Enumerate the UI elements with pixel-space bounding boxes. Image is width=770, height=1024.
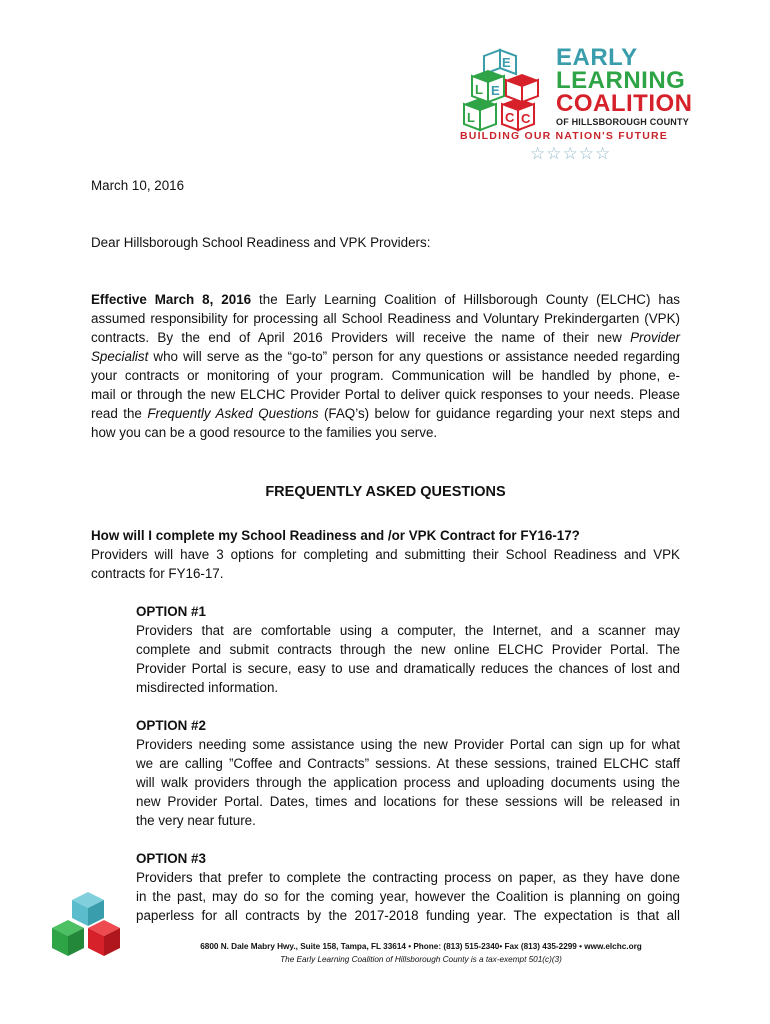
intro-line: read the Frequently Asked Questions (FAQ’s) below for guidance regarding your next steps and xyxy=(91,406,680,421)
letter-salutation: Dear Hillsborough School Readiness and VPK Providers: xyxy=(91,235,431,250)
elc-logo xyxy=(460,44,693,164)
intro-line: Specialist who will serve as the “go-to” person for any questions or assistance needed regarding xyxy=(91,349,680,364)
letter-date: March 10, 2016 xyxy=(91,178,185,193)
option-line: new Provider Portal. Dates, times and locations for these sessions will be released in xyxy=(136,794,680,809)
faq-heading: FREQUENTLY ASKED QUESTIONS xyxy=(265,484,506,500)
option-line: Providers needing some assistance using the new Provider Portal can sign up for what xyxy=(136,737,680,752)
footer-address: 6800 N. Dale Mabry Hwy., Suite 158, Tampa, FL 33614 • Phone: (813) 515-2340• Fax (813) 435-2299 • www.elchc.org xyxy=(200,942,642,951)
intro-line: how you can be a good resource to the families you serve. xyxy=(91,425,438,440)
cube-letter: C xyxy=(521,111,531,126)
option-title: OPTION #3 xyxy=(136,851,206,866)
cube-letter: E xyxy=(491,83,500,98)
logo-word-learning: LEARNING xyxy=(556,67,686,94)
faq-answer-line: Providers will have 3 options for completing and submitting their School Readiness and VPK xyxy=(91,547,680,562)
faq-question: How will I complete my School Readiness and /or VPK Contract for FY16-17? xyxy=(91,528,580,543)
cube-letter: C xyxy=(505,110,515,125)
cube-bottom-right xyxy=(502,98,534,130)
option-line: paperless for all contracts by the 2017-2018 funding year. The expectation is that all xyxy=(136,908,680,923)
cube-letter: L xyxy=(475,82,483,97)
logo-word-coalition: COALITION xyxy=(556,90,693,117)
intro-line: your contracts or monitoring of your program. Communication will be handled by phone, e- xyxy=(91,368,680,383)
option-line: the very near future. xyxy=(136,813,256,828)
intro-line: contracts. By the end of April 2016 Providers will receive the name of their new Provider xyxy=(91,330,680,345)
option-line: we are calling ”Coffee and Contracts” sessions. At these sessions, trained ELCHC staff xyxy=(136,756,680,771)
intro-line: mail or through the new ELCHC Provider Portal to deliver quick responses to your needs. Please xyxy=(91,387,680,402)
cube-mid-left xyxy=(472,70,504,102)
logo-county: OF HILLSBOROUGH COUNTY xyxy=(556,117,689,127)
logo-tagline: BUILDING OUR NATION'S FUTURE xyxy=(460,130,668,142)
option-line: will walk providers through the application process and uploading documents using the xyxy=(136,775,680,790)
option-line: complete and submit contracts through the new online ELCHC Provider Portal. The xyxy=(136,642,680,657)
logo-word-early: EARLY xyxy=(556,44,638,71)
logo-wordmark xyxy=(556,46,693,127)
footer-taxline: The Early Learning Coalition of Hillsborough County is a tax-exempt 501(c)(3) xyxy=(280,955,562,964)
option-line: Providers that prefer to complete the contracting process on paper, as they have done xyxy=(136,870,680,885)
letter-footer xyxy=(91,940,751,966)
cube-letter: L xyxy=(467,110,475,125)
cube-letter: E xyxy=(502,55,511,70)
option-line: Provider Portal is secure, easy to use and dramatically reduces the chances of lost and xyxy=(136,661,680,676)
intro-line: assumed responsibility for processing all School Readiness and Voluntary Prekindergarten (VPK) xyxy=(91,311,680,326)
faq-answer-line: contracts for FY16-17. xyxy=(91,566,224,581)
logo-cubes-icon xyxy=(462,46,554,138)
cube-bottom-left xyxy=(464,98,496,130)
option-line: in the past, may do so for the coming year, however the Coalition is planning on going xyxy=(136,889,680,904)
option-title: OPTION #1 xyxy=(136,604,206,619)
option-title: OPTION #2 xyxy=(136,718,206,733)
logo-stars-icon: ☆☆☆☆☆ xyxy=(530,144,612,163)
intro-effective-date: Effective March 8, 2016 xyxy=(91,292,252,307)
option-line: Providers that are comfortable using a computer, the Internet, and a scanner may xyxy=(136,623,680,638)
option-line: misdirected information. xyxy=(136,680,279,695)
cube-mid-right xyxy=(506,74,538,102)
intro-line: Effective March 8, 2016 the Early Learning Coalition of Hillsborough County (ELCHC) has xyxy=(91,292,680,307)
